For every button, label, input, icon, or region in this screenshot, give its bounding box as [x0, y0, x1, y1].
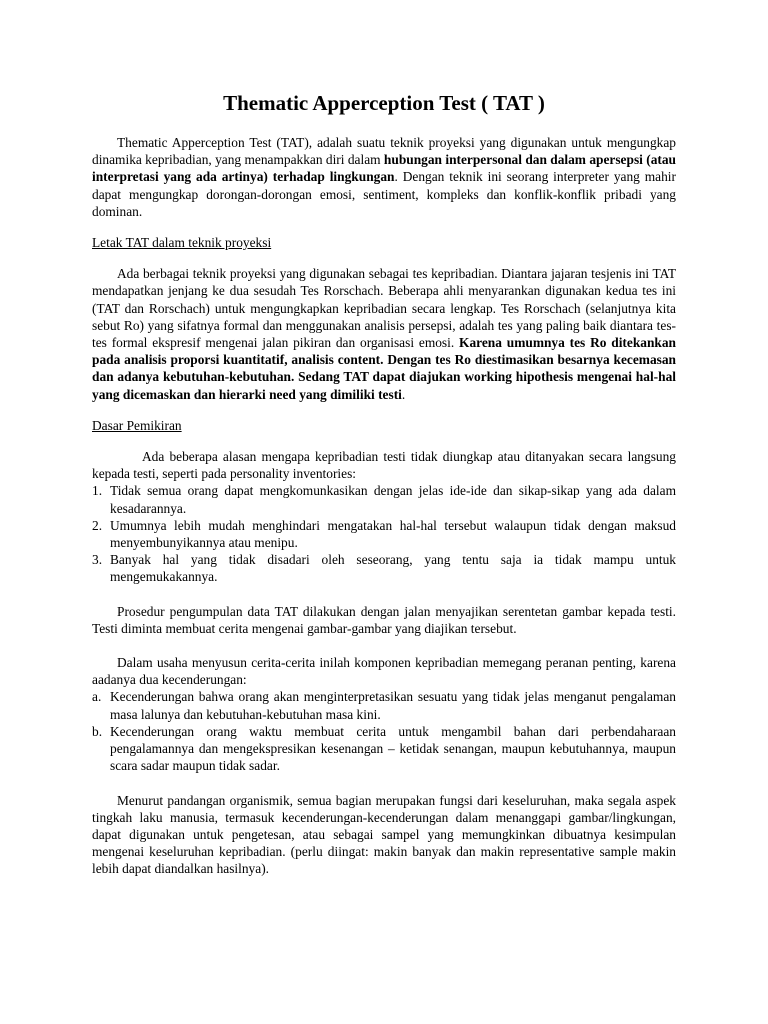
- list-marker: a.: [92, 689, 102, 705]
- list-marker: b.: [92, 723, 103, 739]
- organismic-paragraph: Menurut pandangan organismik, semua bagian merupakan fungsi dari keseluruhan, maka segala aspek tingkah laku manusia, termasuk kecenderungan-kecenderungan dalam menanggapi gambar/lingkungan, dapat digunakan untuk pengetesan, atau sebagai sampel yang memungkinkan dibuatnya kesimpulan mengenai keseluruhan kepribadian. (perlu diingat: makin banyak dan makin representative sample makin lebih dapat diandalkan hasilnya).: [92, 792, 676, 877]
- list-item: [92, 551, 676, 585]
- intro-text-2: . Dengan teknik ini seorang interpreter yang mahir dapat mengungkap dorongan-dorongan emosi, sentiment, kompleks dan konflik-konflik pribadi yang dominan.: [92, 169, 676, 219]
- list-marker: 2.: [92, 517, 103, 533]
- list-item: [92, 482, 676, 516]
- intro-text-1: Thematic Apperception Test (TAT), adalah suatu teknik proyeksi yang digunakan untuk mengungkap dinamika kepribadian, yang menampakkan diri dalam: [92, 135, 676, 168]
- section-heading-dasar: Dasar Pemikiran: [92, 417, 182, 433]
- section-heading-letak: Letak TAT dalam teknik proyeksi: [92, 235, 272, 251]
- list-marker: 1.: [92, 483, 103, 499]
- list-marker: 3.: [92, 552, 103, 568]
- section1-paragraph: [92, 265, 676, 403]
- list-item: [92, 517, 676, 551]
- tendency-list: [92, 688, 676, 774]
- procedure-paragraph: Prosedur pengumpulan data TAT dilakukan dengan jalan menyajikan serentetan gambar kepada testi. Testi diminta membuat cerita mengenai gambar-gambar yang diajikan tersebut.: [92, 603, 676, 636]
- list-item-text: Kecenderungan bahwa orang akan menginterpretasikan sesuatu yang tidak jelas menganut pengalaman masa lalunya dan kebutuhan-kebutuhan masa kini.: [110, 689, 676, 722]
- reasons-list: [92, 482, 676, 585]
- tendency-intro-paragraph: Dalam usaha menyusun cerita-cerita inilah komponen kepribadian memegang peranan penting, karena aadanya dua kecenderungan:: [92, 655, 676, 688]
- intro-paragraph: [92, 134, 676, 220]
- list-item-text: Kecenderungan orang waktu membuat cerita untuk mengambil bahan dari perbendaharaan pengalamannya dan mengekspresikan kesenangan – ketidak senangan, maupun kebutuhannya, maupun scara sadar maupun tidak sadar.: [110, 723, 676, 774]
- list-item-text: Banyak hal yang tidak disadari oleh seseorang, yang tentu saja ia tidak mampu untuk mengemukakannya.: [110, 552, 676, 585]
- list-item-text: Umumnya lebih mudah menghindari mengatakan hal-hal tersebut walaupun tidak dengan maksud menyembunyikannya atau menipu.: [110, 517, 676, 551]
- section2-intro: Ada beberapa alasan mengapa kepribadian testi tidak diungkap atau ditanyakan secara langsung kepada testi, seperti pada personality inventories:: [92, 449, 676, 482]
- section1-text-2: .: [401, 386, 406, 402]
- intro-bold: hubungan interpersonal dan dalam apersepsi (atau interpretasi yang ada artinya) terhadap lingkungan: [92, 152, 676, 185]
- list-item: [92, 723, 676, 775]
- list-item: [92, 688, 676, 722]
- document-page: [92, 90, 676, 878]
- section1-bold: Karena umumnya tes Ro ditekankan pada analisis proporsi kuantitatif, analisis content. Dengan tes Ro diestimasikan besarnya kecemasan dan adanya kebutuhan-kebutuhan. Sedang TAT dapat diajukan working hipothesis mengenai hal-hal yang dicemaskan dan hierarki need yang dimiliki testi: [92, 335, 677, 402]
- section1-text-1: Ada berbagai teknik proyeksi yang digunakan sebagai tes kepribadian. Diantara jajaran tesjenis ini TAT mendapatkan jenjang ke dua sesudah Tes Rorschach. Beberapa ahli menyarankan digunakan kedua tes ini (TAT dan Rorschach) untuk mengungkapkan kepribadian secara lengkap. Tes Rorschach (selanjutnya kita sebut Ro) yang sifatnya formal dan menggunakan analisis persepsi, adalah tes yang paling baik diantara tes-tes formal ekspresif mengenai jalan pikiran dan organisasi emosi.: [92, 266, 676, 351]
- document-title: Thematic Apperception Test ( TAT ): [223, 91, 545, 115]
- list-item-text: Tidak semua orang dapat mengkomunkasikan dengan jelas ide-ide dan sikap-sikap yang ada dalam kesadarannya.: [110, 483, 676, 516]
